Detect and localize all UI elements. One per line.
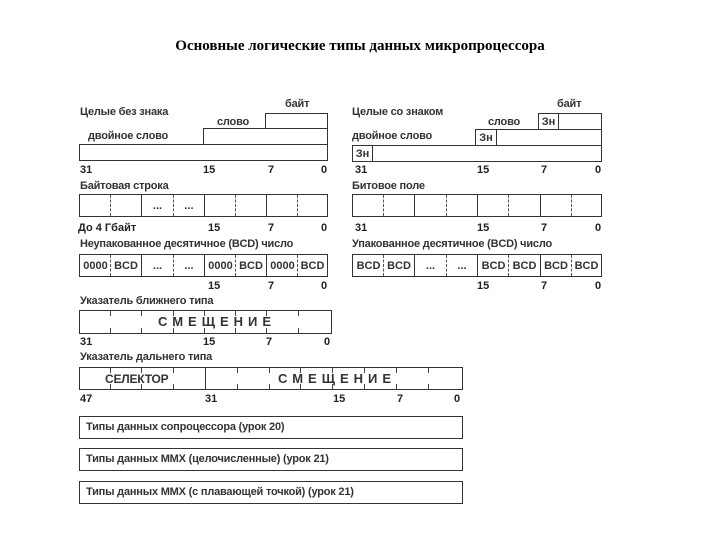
near-pointer-label: Указатель ближнего типа	[80, 295, 214, 307]
ellipsis: ...	[152, 199, 163, 212]
signed-byte-box	[538, 113, 602, 130]
bit-number: 31	[205, 393, 218, 405]
bcd-cell: 0000	[270, 259, 295, 272]
bit-number: 7	[541, 280, 548, 292]
bit-field-box	[352, 194, 602, 217]
selector-label: СЕЛЕКТОР	[105, 372, 169, 386]
sign-cell: Зн	[539, 114, 559, 129]
bit-number: 31	[355, 164, 368, 176]
near-pointer-box	[79, 310, 332, 334]
bcd-cell: BCD	[356, 259, 381, 272]
bit-number: 0	[595, 222, 602, 234]
unsigned-word-box	[203, 128, 328, 145]
bit-number: 7	[268, 164, 275, 176]
bit-number: 31	[80, 164, 93, 176]
bit-number: 31	[355, 222, 368, 234]
bcd-cell: 0000	[83, 259, 108, 272]
bcd-cell: BCD	[300, 259, 325, 272]
bit-number: 15	[203, 336, 216, 348]
byte-string-label: Байтовая строка	[80, 180, 169, 192]
bit-number: 7	[541, 222, 548, 234]
signed-dword-box	[352, 145, 602, 162]
unpacked-bcd-box	[79, 254, 328, 277]
bit-number: 15	[203, 164, 216, 176]
bcd-cell: BCD	[544, 259, 568, 272]
signed-label: Целые со знаком	[352, 106, 444, 118]
reference-label: Типы данных MMX (целочисленные) (урок 21)	[86, 453, 329, 465]
far-pointer-label: Указатель дальнего типа	[80, 351, 213, 363]
bit-number: 15	[477, 280, 490, 292]
bit-number: 0	[321, 164, 328, 176]
reference-label: Типы данных MMX (с плавающей точкой) (урок 21)	[86, 486, 354, 498]
ellipsis: ...	[184, 259, 194, 272]
unsigned-dword-label: двойное слово	[88, 130, 169, 142]
ellipsis: ...	[425, 259, 436, 272]
size-label: До 4 Гбайт	[78, 222, 137, 234]
packed-bcd-box	[352, 254, 602, 277]
signed-word-label: слово	[488, 116, 521, 128]
bit-number: 0	[595, 280, 602, 292]
bcd-cell: BCD	[239, 259, 263, 272]
bit-number: 31	[80, 336, 93, 348]
bcd-cell: BCD	[574, 259, 599, 272]
signed-byte-label: байт	[557, 98, 582, 110]
bit-number: 7	[268, 280, 275, 292]
bcd-cell: BCD	[481, 259, 506, 272]
bit-number: 15	[477, 222, 490, 234]
signed-dword-label: двойное слово	[352, 130, 433, 142]
bit-number: 0	[595, 164, 602, 176]
bit-number: 15	[477, 164, 490, 176]
coprocessor-types-box	[79, 416, 463, 439]
bit-number: 15	[208, 280, 221, 292]
bit-number: 7	[266, 336, 273, 348]
ellipsis: ...	[457, 259, 467, 272]
bit-number: 15	[208, 222, 221, 234]
bit-number: 15	[333, 393, 346, 405]
unsigned-byte-label: байт	[285, 98, 310, 110]
ellipsis: ...	[152, 259, 163, 272]
bcd-cell: BCD	[512, 259, 537, 272]
bit-number: 7	[397, 393, 404, 405]
bcd-cell: BCD	[387, 259, 411, 272]
bit-number: 0	[454, 393, 461, 405]
bit-field-label: Битовое поле	[352, 180, 425, 192]
far-pointer-box	[79, 367, 463, 390]
page-title: Основные логические типы данных микропроцессора	[175, 38, 545, 54]
bit-number: 7	[541, 164, 548, 176]
mmx-integer-types-box	[79, 448, 463, 471]
bit-number: 47	[80, 393, 93, 405]
bit-number: 0	[321, 222, 328, 234]
unsigned-label: Целые без знака	[80, 106, 169, 118]
bit-number: 7	[268, 222, 275, 234]
signed-word-box	[475, 129, 602, 146]
sign-cell: Зн	[476, 130, 497, 145]
ellipsis: ...	[184, 199, 194, 212]
unsigned-word-label: слово	[217, 116, 250, 128]
unpacked-bcd-label: Неупакованное десятичное (BCD) число	[80, 238, 294, 250]
bcd-cell: 0000	[208, 259, 233, 272]
reference-label: Типы данных сопроцессора (урок 20)	[86, 421, 285, 433]
offset-label: СМЕЩЕНИЕ	[278, 371, 397, 386]
mmx-float-types-box	[79, 481, 463, 504]
bit-number: 0	[324, 336, 331, 348]
packed-bcd-label: Упакованное десятичное (BCD) число	[352, 238, 552, 250]
unsigned-dword-box	[79, 144, 328, 161]
bcd-cell: BCD	[114, 259, 138, 272]
byte-string-box	[79, 194, 328, 217]
offset-label: СМЕЩЕНИЕ	[158, 314, 277, 329]
bit-number: 0	[321, 280, 328, 292]
sign-cell: Зн	[353, 146, 373, 161]
